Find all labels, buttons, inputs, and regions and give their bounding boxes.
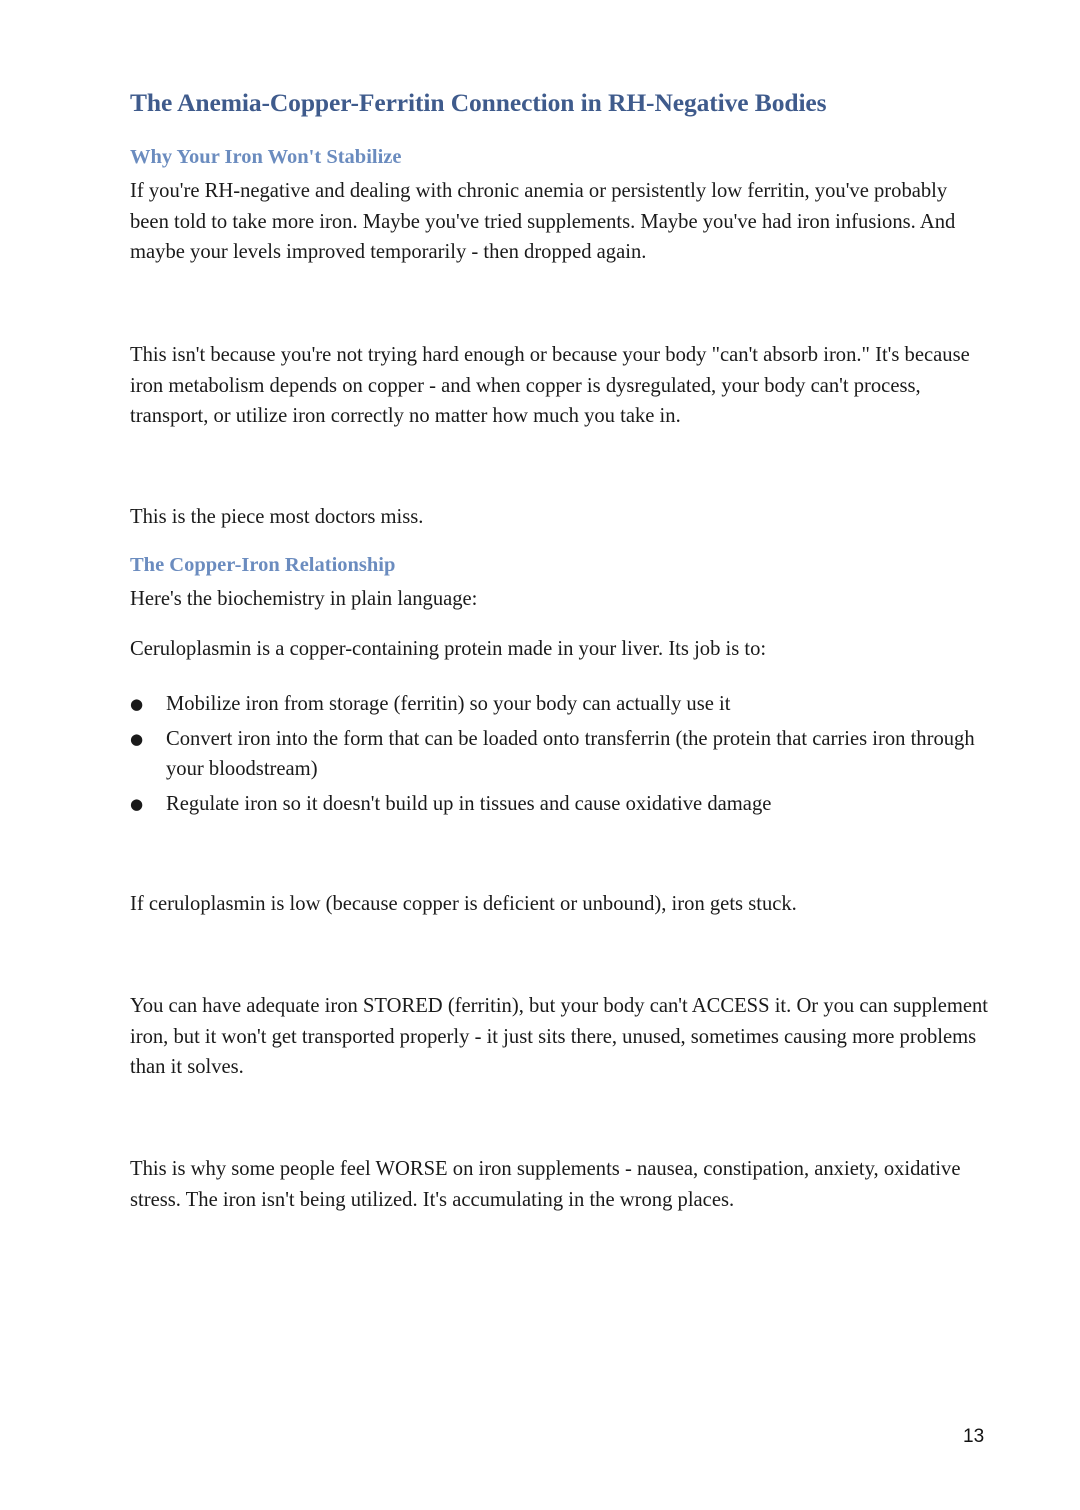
bullet-icon: ● [130,729,144,748]
paragraph: This is the piece most doctors miss. [130,506,424,528]
bullet-icon: ● [130,794,144,813]
section-heading-iron-stabilize: Why Your Iron Won't Stabilize [130,146,402,168]
list-item-text: Regulate iron so it doesn't build up in tissues and cause oxidative damage [166,792,772,815]
list-item [130,689,990,720]
bullet-list [130,689,990,823]
list-item [130,789,990,820]
paragraph: Here's the biochemistry in plain language: [130,588,478,610]
list-item [130,724,990,785]
page-heading: The Anemia-Copper-Ferritin Connection in RH-Negative Bodies [130,88,827,117]
page-number: 13 [963,1426,985,1447]
list-item-text: Mobilize iron from storage (ferritin) so your body can actually use it [166,693,731,715]
list-item-text: Convert iron into the form that can be loaded onto transferrin (the protein that carries iron through your bloodstream) [166,727,975,780]
section-heading-copper-iron: The Copper-Iron Relationship [130,554,396,576]
paragraph: If ceruloplasmin is low (because copper is deficient or unbound), iron gets stuck. [130,893,797,915]
paragraph: This is why some people feel WORSE on iron supplements - nausea, constipation, anxiety, oxidative stress. The iron isn't being utilized. It's accumulating in the wrong places. [130,1158,961,1211]
bullet-icon: ● [130,695,144,713]
paragraph: Ceruloplasmin is a copper-containing protein made in your liver. Its job is to: [130,638,767,660]
paragraph: You can have adequate iron STORED (ferritin), but your body can't ACCESS it. Or you can supplement iron, but it won't get transported properly - it just sits there, unused, sometimes causing more problems than it solves. [130,995,989,1078]
paragraph: This isn't because you're not trying hard enough or because your body "can't absorb iron." It's because iron metabolism depends on copper - and when copper is dysregulated, your body can't process, transport, or utilize iron correctly no matter how much you take in. [130,344,970,427]
paragraph: If you're RH-negative and dealing with chronic anemia or persistently low ferritin, you've probably been told to take more iron. Maybe you've tried supplements. Maybe you've had iron infusions. And maybe your levels improved temporarily - then dropped again. [130,180,956,263]
